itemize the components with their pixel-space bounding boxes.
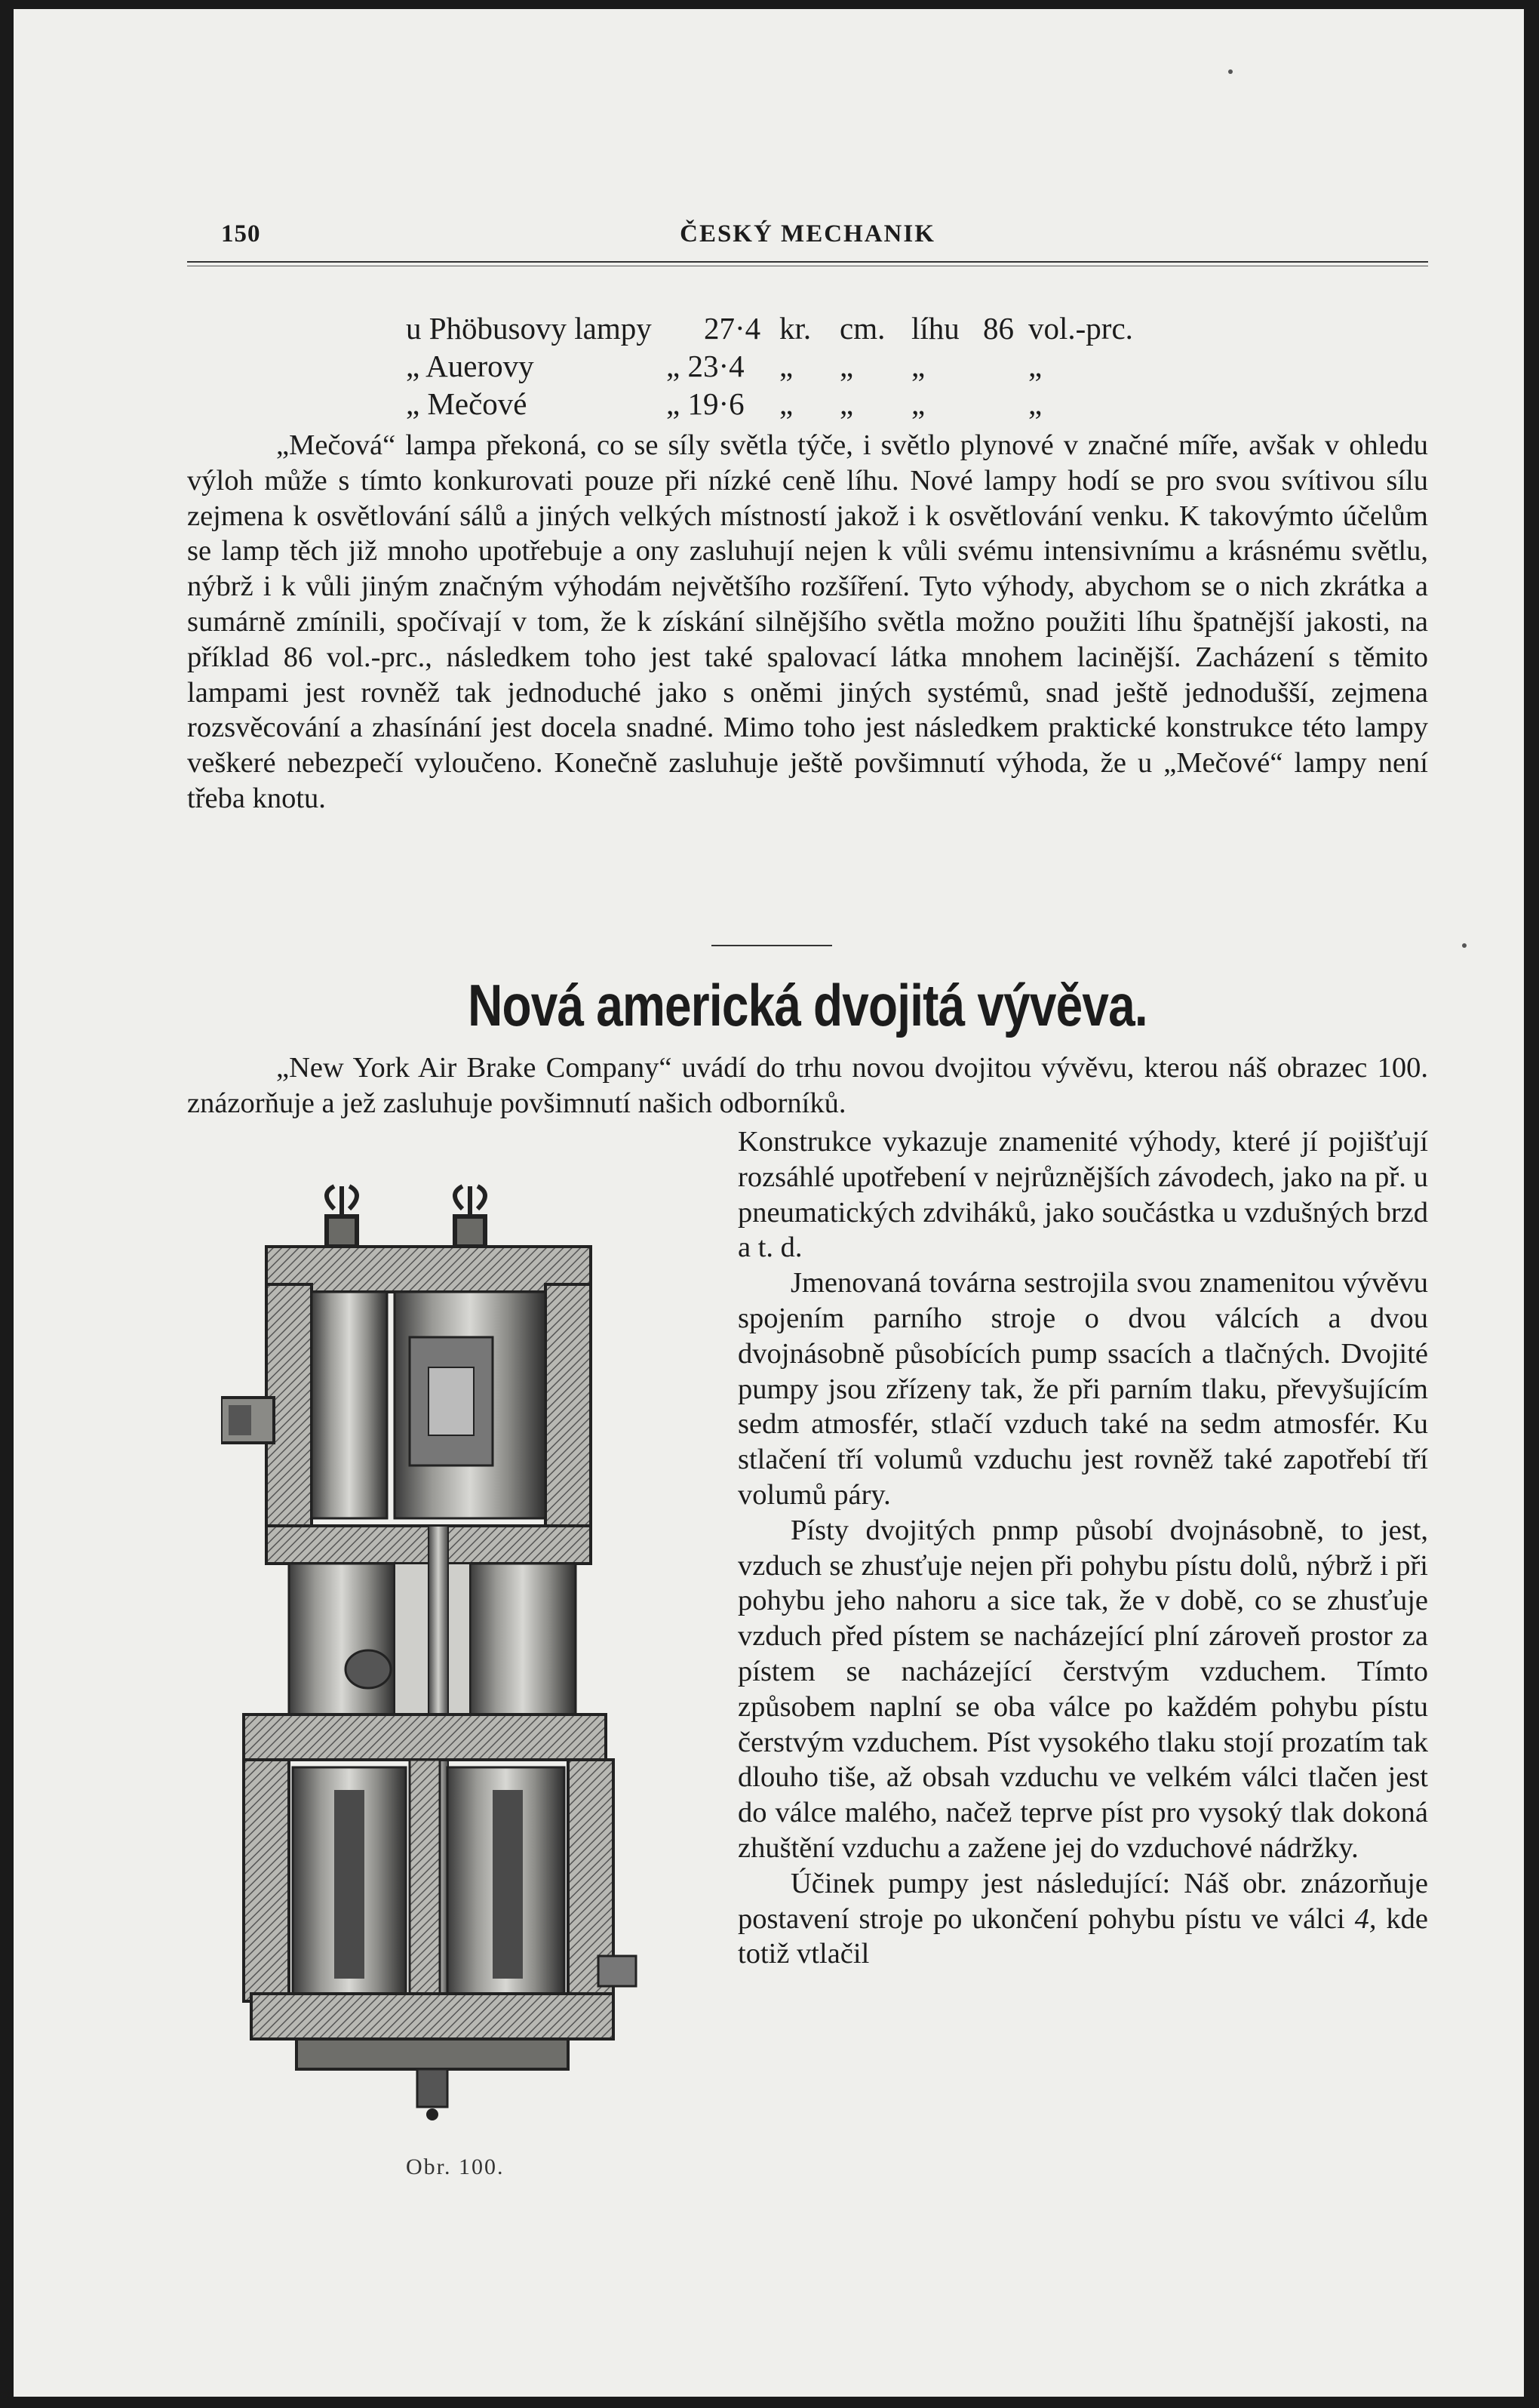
column-paragraph: Písty dvojitých pnmp působí dvojnásobně, to jest, vzduch se zhusťuje nejen při pohybu pístu dolů, nýbrž i při pohybu jeho nahoru a sice tak, že v době, co se zhusťuje vzduch před pístem se nacházející plní zároveň prostor za pístem se nacházející čerstvým vzduchem. Tímto způsobem naplní se oba válce po každém pohybu pístu čerstvým vzduchem. Píst vysokého tlaku stojí prozatím tak dlouho tiše, až obsah vzduchu ve velkém válci tlačen jest do válce malého, načež teprve píst pro vysoký tlak dokoná zhuštění vzduchu a zažene jej do vzduchové nádržky. — [738, 1514, 1428, 1864]
unit: „ — [1028, 386, 1043, 421]
paragraph-text: Účinek pumpy jest následující: Náš obr. znázorňuje postavení stroje po ukončení pohybu pístu ve válci — [738, 1867, 1428, 1935]
value — [983, 385, 1028, 423]
comparison-table — [406, 309, 1157, 423]
unit: „ — [911, 386, 926, 421]
comparison-row — [406, 385, 1157, 423]
paper-speck — [1462, 943, 1467, 948]
page-number: 150 — [221, 220, 261, 248]
value: 27·4 — [704, 311, 761, 346]
section-divider — [711, 945, 832, 946]
running-title: ČESKÝ MECHANIK — [680, 220, 935, 248]
lamp-name: „ Mečové — [406, 386, 527, 421]
article-intro: „New York Air Brake Company“ uvádí do trhu novou dvojitou vývěvu, kterou náš obrazec 100. znázorňuje a jež zasluhuje povšimnutí našich odborníků. — [187, 1052, 1428, 1119]
lamp-paragraph: „Mečová“ lampa překoná, co se síly světla týče, i světlo plynové v značné míře, avšak v ohledu výloh může s tímto konkurovati pouze při nízké ceně líhu. Nové lampy hodí se pro svou svítivou sílu zejmena k osvětlování sálů a jiných velkých místností jakož i k osvětlování venku. K takovýmto účelům se lamp těch již mnoho upotřebuje a ony zasluhují nejen k vůli svému intensivnímu a krásnému světlu, nýbrž i k vůli jiným značným výhodám největšího rozšíření. Tyto výhody, abychom se o nich zkrátka a sumárně zmínili, spočívají v tom, že k získání silnějšího světla možno použiti líhu špatnější jakosti, na příklad 86 vol.-prc., následkem toho jest také spalovací látka mnohem lacinější. Zacházení s těmito lampami jest rovněž tak jednoduché jako s oněmi jiných systémů, snad ještě jednodušší, zejmena rozsvěcování a zhasínání jest docela snadné. Mimo toho jest následkem praktické konstrukce této lampy veškeré nebezpečí vyloučeno. Konečně zasluhuje ještě povšimnutí výhoda, že u „Mečové“ lampy není třeba knotu. — [187, 429, 1428, 814]
unit: cm. — [840, 311, 886, 346]
value: „ 23·4 — [666, 349, 745, 383]
value: „ 19·6 — [666, 386, 745, 421]
air-pump-illustration — [221, 1171, 689, 2122]
column-paragraph — [738, 1866, 1428, 1972]
column-paragraph: Jmenovaná továrna sestrojila svou znamenitou vývěvu spojením parního stroje o dvou válcích a dvou dvojnásobně působících pump ssacích a tlačných. Dvojité pumpy jsou zřízeny tak, že při parním tlaku, převyšujícím sedm atmosfér, stlačí vzduch také na sedm atmosfér. Ku stlačení tří volumů vzduchu jest rovněž také zapotřebí tří volumů páry. — [738, 1267, 1428, 1511]
value: 86 — [983, 311, 1014, 346]
unit: vol.-prc. — [1028, 311, 1133, 346]
unit: kr. — [779, 311, 812, 346]
comparison-row — [406, 347, 1157, 385]
article-column — [738, 1124, 1428, 1972]
comparison-row — [406, 309, 1157, 347]
page — [14, 9, 1524, 2397]
unit: „ — [840, 349, 854, 383]
unit: „ — [1028, 349, 1043, 383]
unit: „ — [779, 386, 794, 421]
column-paragraph: Konstrukce vykazuje znamenité výhody, které jí pojišťují rozsáhlé upotřebení v nejrůznějších závodech, jako na př. u pneumatických zdviháků, jako součástka u vzdušných brzd a t. d. — [738, 1126, 1428, 1264]
unit: „ — [779, 349, 794, 383]
article-title: Nová americká dvojitá vývěva. — [468, 972, 1147, 1038]
lamp-name: „ Auerovy — [406, 349, 534, 383]
figure-ref-number: 4, — [1354, 1902, 1377, 1935]
unit: „ — [911, 349, 926, 383]
top-left-valve — [327, 1186, 357, 1247]
page-header — [187, 220, 1428, 258]
figure-caption: Obr. 100. — [406, 2154, 505, 2179]
paragraph-text: kde totiž vtlačil — [738, 1902, 1428, 1970]
top-right-valve — [455, 1186, 485, 1247]
value — [983, 347, 1028, 385]
lamp-name: u Phöbusovy lampy — [406, 311, 652, 346]
unit: líhu — [911, 311, 960, 346]
paper-speck — [1228, 69, 1233, 74]
unit: „ — [840, 386, 854, 421]
header-rule — [187, 261, 1428, 263]
